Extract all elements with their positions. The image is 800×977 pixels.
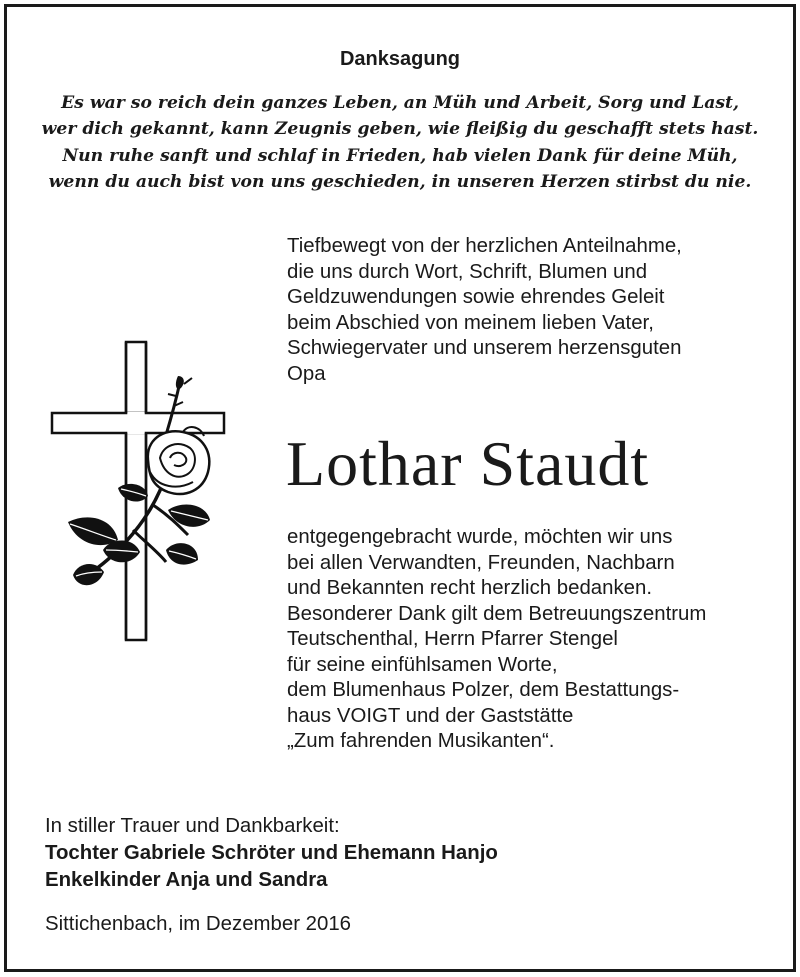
body-line: bei allen Verwandten, Freunden, Nachbarn xyxy=(287,551,675,574)
body-line: Besonderer Dank gilt dem Betreuungszentrum xyxy=(287,602,707,625)
signature-intro: In stiller Trauer und Dankbarkeit: xyxy=(45,815,340,837)
intro-line: Schwiegervater und unserem herzensguten xyxy=(287,337,682,359)
body-line: und Bekannten recht herzlich bedanken. xyxy=(287,577,653,599)
body-text xyxy=(287,525,706,755)
notice-heading: Danksagung xyxy=(339,48,461,70)
poem xyxy=(0,90,800,195)
intro-line: Geldzuwendungen sowie ehrendes Geleit xyxy=(287,286,665,308)
intro-text xyxy=(287,234,682,387)
poem-line: wer dich gekannt, kann Zeugnis geben, wie fleißig du geschafft stets hast. xyxy=(41,119,759,140)
signature-block xyxy=(45,813,498,894)
body-line: „Zum fahrenden Musikanten“. xyxy=(287,730,555,752)
body-line: Teutschenthal, Herrn Pfarrer Stengel xyxy=(287,628,618,650)
intro-line: Opa xyxy=(287,362,326,385)
body-line: dem Blumenhaus Polzer, dem Bestattungs- xyxy=(287,679,680,701)
signature-family-grandchildren: Enkelkinder Anja und Sandra xyxy=(45,869,328,891)
poem-line: Es war so reich dein ganzes Leben, an Müh und Arbeit, Sorg und Last, xyxy=(61,93,739,113)
body-line: für seine einfühlsamen Worte, xyxy=(287,653,558,676)
deceased-name: Lothar Staudt xyxy=(286,428,650,499)
cross-with-rose-icon xyxy=(48,340,233,645)
body-line: entgegengebracht wurde, möchten wir uns xyxy=(287,526,673,548)
intro-line: die uns durch Wort, Schrift, Blumen und xyxy=(287,260,648,283)
poem-line: Nun ruhe sanft und schlaf in Frieden, hab vielen Dank für deine Müh, xyxy=(62,145,738,166)
signature-family-daughter: Tochter Gabriele Schröter und Ehemann Hanjo xyxy=(45,842,498,864)
intro-line: beim Abschied von meinem lieben Vater, xyxy=(287,311,654,334)
poem-line: wenn du auch bist von uns geschieden, in unseren Herzen stirbst du nie. xyxy=(48,171,752,192)
body-line: haus VOIGT und der Gaststätte xyxy=(287,704,574,727)
intro-line: Tiefbewegt von der herzlichen Anteilnahme, xyxy=(287,235,682,257)
place-date: Sittichenbach, im Dezember 2016 xyxy=(45,913,352,935)
